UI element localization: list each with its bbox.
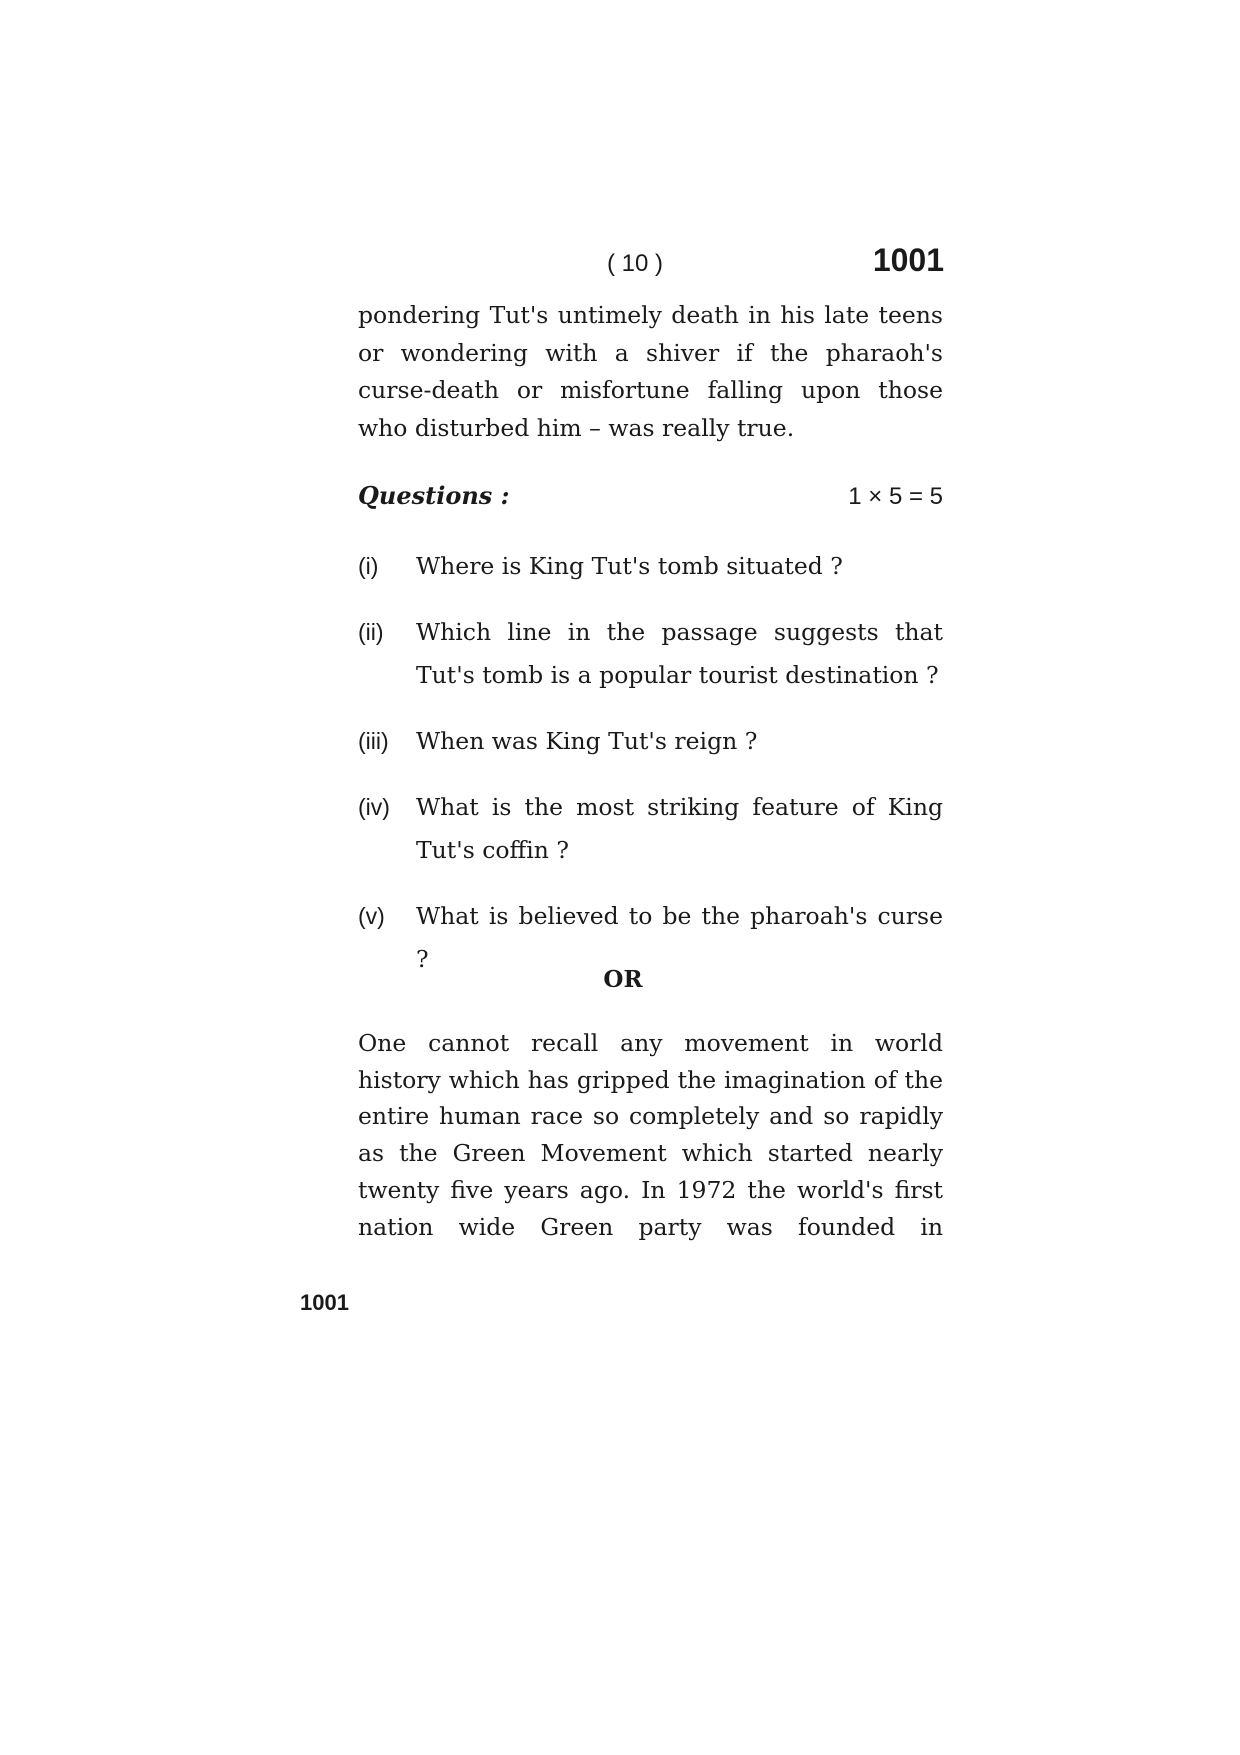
marks-allocation: 1 × 5 = 5 [848, 483, 943, 510]
question-number: (v) [358, 903, 385, 929]
or-divider: OR [603, 966, 643, 993]
paper-code-footer: 1001 [300, 1290, 349, 1315]
question-item [358, 611, 943, 697]
question-item [358, 545, 943, 588]
question-number: (i) [358, 553, 379, 579]
question-list [358, 545, 943, 1004]
question-number: (ii) [358, 619, 384, 645]
question-item [358, 720, 943, 763]
question-text: What is the most striking feature of King Tut's coffin ? [416, 793, 943, 864]
questions-label: Questions : [358, 481, 510, 510]
question-text: When was King Tut's reign ? [416, 727, 758, 755]
question-number: (iii) [358, 728, 389, 754]
passage-continuation: pondering Tut's untimely death in his late teens or wondering with a shiver if the pharaoh's curse-death or misfortune falling upon those who disturbed him – was really true. [358, 301, 943, 442]
paper-code-header: 1001 [872, 242, 944, 278]
question-text: What is believed to be the pharoah's curse ? [416, 902, 943, 973]
question-text: Where is King Tut's tomb situated ? [416, 552, 843, 580]
question-text: Which line in the passage suggests that Tut's tomb is a popular tourist destination ? [416, 618, 943, 689]
page-number: ( 10 ) [606, 250, 663, 277]
alternate-passage: One cannot recall any movement in world history which has gripped the imagination of the entire human race so completely and so rapidly as the Green Movement which started nearly twenty five years ago. In 1972 the world's first nation wide Green party was founded in [358, 1029, 943, 1241]
question-item [358, 786, 943, 872]
question-number: (iv) [358, 794, 390, 820]
questions-header [358, 481, 943, 511]
